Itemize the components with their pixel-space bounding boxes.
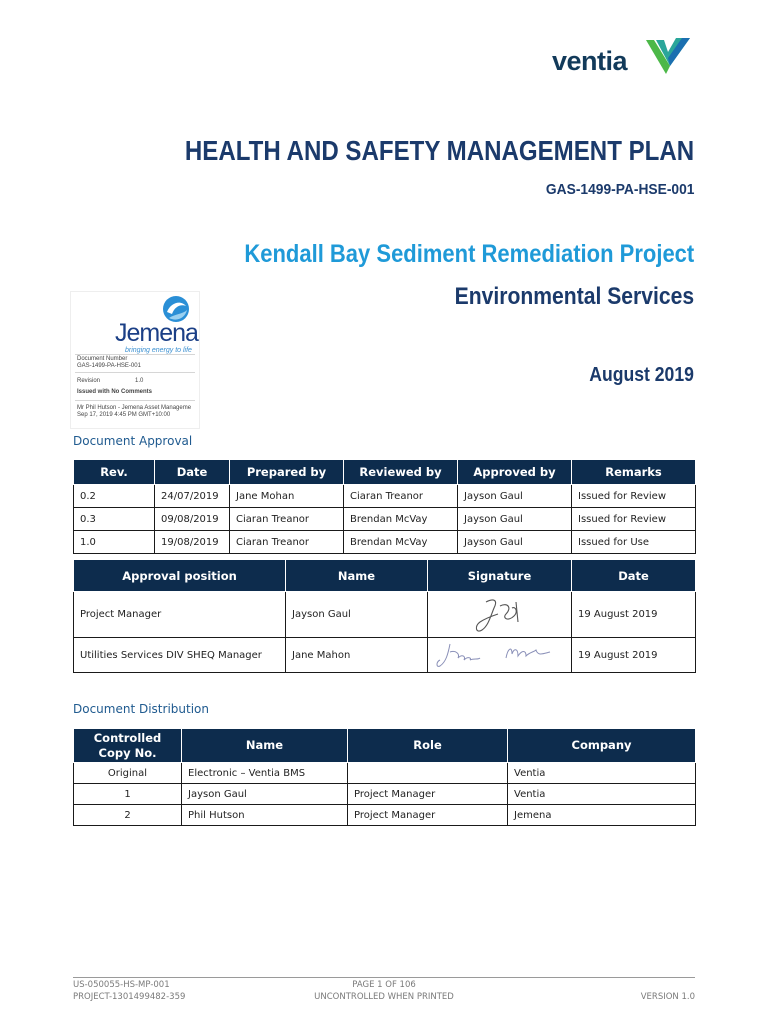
cell-company: Ventia bbox=[508, 763, 696, 784]
cell-copy-no: 2 bbox=[74, 805, 182, 826]
document-approval-label: Document Approval bbox=[73, 434, 193, 448]
cell-remarks: Issued for Use bbox=[572, 531, 696, 554]
stamp-revision: 1.0 bbox=[135, 378, 144, 384]
cell-prepared-by: Jane Mohan bbox=[230, 485, 344, 508]
cell-position: Project Manager bbox=[74, 592, 286, 638]
cell-approved-by: Jayson Gaul bbox=[458, 485, 572, 508]
cell-remarks: Issued for Review bbox=[572, 485, 696, 508]
approval-signature-table bbox=[73, 559, 696, 673]
cell-remarks: Issued for Review bbox=[572, 508, 696, 531]
cell-approved-by: Jayson Gaul bbox=[458, 531, 572, 554]
cell-reviewed-by: Brendan McVay bbox=[344, 508, 458, 531]
doc-number-wrap bbox=[533, 179, 694, 198]
cell-rev: 1.0 bbox=[74, 531, 155, 554]
col-header-rev: Rev. bbox=[74, 460, 155, 485]
document-distribution-label: Document Distribution bbox=[73, 702, 209, 716]
jemena-brand: Jemena bbox=[115, 319, 198, 347]
cell-rev: 0.3 bbox=[74, 508, 155, 531]
table-row bbox=[74, 531, 696, 554]
col-header-remarks: Remarks bbox=[572, 460, 696, 485]
stamp-status: Issued with No Comments bbox=[77, 389, 153, 395]
col-header-reviewed-by: Reviewed by bbox=[344, 460, 458, 485]
document-date: August 2019 bbox=[589, 364, 694, 386]
stamp-divider bbox=[75, 372, 195, 373]
table-row bbox=[74, 592, 696, 638]
signature-jayson-gaul bbox=[428, 592, 572, 637]
cell-rev: 0.2 bbox=[74, 485, 155, 508]
cell-date: 19 August 2019 bbox=[572, 592, 696, 638]
stamp-revision-label: Revision bbox=[77, 378, 101, 384]
cell-company: Jemena bbox=[508, 805, 696, 826]
cell-name: Electronic – Ventia BMS bbox=[182, 763, 348, 784]
stamp-divider bbox=[75, 354, 195, 355]
table-row bbox=[74, 763, 696, 784]
approval-header-row bbox=[74, 560, 696, 592]
project-name-wrap bbox=[183, 240, 694, 269]
footer-page-number: PAGE 1 OF 106 bbox=[352, 980, 416, 990]
page-title: HEALTH AND SAFETY MANAGEMENT PLAN bbox=[184, 135, 694, 166]
cell-approved-by: Jayson Gaul bbox=[458, 508, 572, 531]
services-wrap bbox=[422, 283, 694, 311]
table-row bbox=[74, 508, 696, 531]
cell-copy-no: Original bbox=[74, 763, 182, 784]
project-name: Kendall Bay Sediment Remediation Project bbox=[244, 240, 694, 268]
cell-name: Jayson Gaul bbox=[182, 784, 348, 805]
stamp-doc-number: GAS-1499-PA-HSE-001 bbox=[77, 363, 141, 369]
col-header-date: Date bbox=[155, 460, 230, 485]
col-header-date: Date bbox=[572, 560, 696, 592]
revision-header-row bbox=[74, 460, 696, 485]
cell-prepared-by: Ciaran Treanor bbox=[230, 508, 344, 531]
footer-version: VERSION 1.0 bbox=[640, 992, 695, 1002]
date-wrap bbox=[575, 364, 694, 387]
cell-position: Utilities Services DIV SHEQ Manager bbox=[74, 638, 286, 673]
cell-name: Jane Mahon bbox=[286, 638, 428, 673]
col-header-signature: Signature bbox=[428, 560, 572, 592]
signature-cell bbox=[428, 638, 572, 673]
revision-table bbox=[73, 459, 696, 554]
services-heading: Environmental Services bbox=[454, 283, 694, 310]
jemena-tagline: bringing energy to life bbox=[125, 347, 192, 354]
document-number: GAS-1499-PA-HSE-001 bbox=[545, 181, 694, 198]
cell-reviewed-by: Ciaran Treanor bbox=[344, 485, 458, 508]
distribution-table bbox=[73, 728, 696, 826]
cell-date: 19/08/2019 bbox=[155, 531, 230, 554]
cell-reviewed-by: Brendan McVay bbox=[344, 531, 458, 554]
signature-jane-mahon bbox=[428, 638, 572, 672]
signature-cell bbox=[428, 592, 572, 638]
title-wrap bbox=[102, 135, 694, 167]
col-header-name: Name bbox=[182, 729, 348, 763]
ventia-chevron-icon bbox=[646, 36, 690, 76]
footer-divider bbox=[73, 977, 695, 978]
footer-doc-code: US-050055-HS-MP-001 bbox=[73, 980, 170, 990]
ventia-logo-text: ventia bbox=[552, 46, 628, 76]
col-header-approval-position: Approval position bbox=[74, 560, 286, 592]
cell-date: 19 August 2019 bbox=[572, 638, 696, 673]
stamp-divider bbox=[75, 400, 195, 401]
col-header-prepared-by: Prepared by bbox=[230, 460, 344, 485]
col-header-controlled-copy-no: Controlled Copy No. bbox=[74, 729, 182, 763]
cell-date: 24/07/2019 bbox=[155, 485, 230, 508]
table-row bbox=[74, 784, 696, 805]
cell-copy-no: 1 bbox=[74, 784, 182, 805]
table-row bbox=[74, 485, 696, 508]
stamp-doc-number-label: Document Number bbox=[77, 356, 128, 362]
cell-role bbox=[348, 763, 508, 784]
col-header-approved-by: Approved by bbox=[458, 460, 572, 485]
jemena-review-stamp bbox=[70, 291, 200, 429]
cell-company: Ventia bbox=[508, 784, 696, 805]
cell-date: 09/08/2019 bbox=[155, 508, 230, 531]
col-header-role: Role bbox=[348, 729, 508, 763]
cell-name: Jayson Gaul bbox=[286, 592, 428, 638]
ventia-logo bbox=[552, 36, 692, 78]
col-header-company: Company bbox=[508, 729, 696, 763]
stamp-timestamp: Sep 17, 2019 4:45 PM GMT+10:00 bbox=[77, 412, 171, 418]
distribution-header-row bbox=[74, 729, 696, 763]
table-row bbox=[74, 638, 696, 673]
cell-role: Project Manager bbox=[348, 784, 508, 805]
footer-project-code: PROJECT-1301499482-359 bbox=[73, 992, 186, 1002]
cell-name: Phil Hutson bbox=[182, 805, 348, 826]
table-row bbox=[74, 805, 696, 826]
stamp-reviewer: Mr Phil Hutson - Jemena Asset Manageme bbox=[77, 405, 192, 411]
footer-uncontrolled-note: UNCONTROLLED WHEN PRINTED bbox=[314, 992, 454, 1002]
cell-role: Project Manager bbox=[348, 805, 508, 826]
cell-prepared-by: Ciaran Treanor bbox=[230, 531, 344, 554]
col-header-name: Name bbox=[286, 560, 428, 592]
